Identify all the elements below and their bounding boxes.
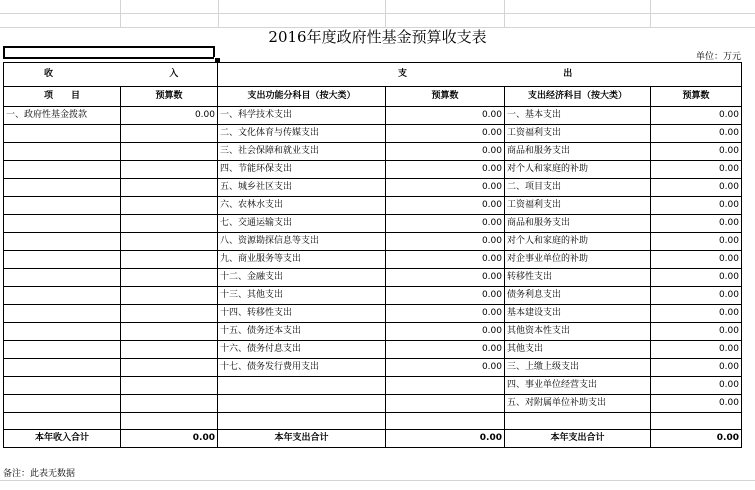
income-item-cell[interactable] xyxy=(4,377,121,395)
grid-row xyxy=(0,14,755,28)
econ-total-value[interactable]: 0.00 xyxy=(651,430,742,448)
expense-header-label-2: 出 xyxy=(563,69,573,79)
econ-total-label[interactable]: 本年支出合计 xyxy=(505,430,651,448)
func-value-cell[interactable] xyxy=(386,377,505,395)
econ-value-cell[interactable]: 0.00 xyxy=(651,287,742,305)
income-value-cell[interactable] xyxy=(121,359,218,377)
table-row xyxy=(4,395,742,413)
func-item-cell[interactable]: 十二、金融支出 xyxy=(218,269,386,287)
econ-item-cell[interactable]: 三、上缴上级支出 xyxy=(505,359,651,377)
table-row xyxy=(4,377,742,395)
econ-item-cell[interactable]: 对个人和家庭的补助 xyxy=(505,161,651,179)
col-header-budget[interactable]: 预算数 xyxy=(121,87,218,107)
col-header-item[interactable]: 项 目 xyxy=(4,87,121,107)
income-value-cell[interactable] xyxy=(121,395,218,413)
econ-value-cell[interactable]: 0.00 xyxy=(651,161,742,179)
func-item-cell[interactable]: 十六、债务付息支出 xyxy=(218,341,386,359)
footnote: 备注：此表无数据 xyxy=(3,469,76,479)
income-header-label: 收 xyxy=(44,69,54,79)
unit-label: 单位：万元 xyxy=(695,52,741,62)
econ-item-cell[interactable]: 对个人和家庭的补助 xyxy=(505,233,651,251)
table-row xyxy=(4,305,742,323)
income-item-cell[interactable]: 一、政府性基金拨款 xyxy=(4,107,121,125)
income-value-cell[interactable] xyxy=(121,197,218,215)
expense-header-label: 支 xyxy=(398,69,408,79)
econ-value-cell[interactable]: 0.00 xyxy=(651,125,742,143)
func-value-cell[interactable]: 0.00 xyxy=(386,233,505,251)
income-item-cell[interactable] xyxy=(4,215,121,233)
income-value-cell[interactable] xyxy=(121,305,218,323)
income-item-cell[interactable] xyxy=(4,179,121,197)
func-item-cell[interactable]: 一、科学技术支出 xyxy=(218,107,386,125)
econ-value-cell[interactable]: 0.00 xyxy=(651,215,742,233)
econ-value-cell[interactable]: 0.00 xyxy=(651,359,742,377)
econ-value-cell[interactable]: 0.00 xyxy=(651,143,742,161)
func-value-cell[interactable]: 0.00 xyxy=(386,287,505,305)
income-value-cell[interactable] xyxy=(121,215,218,233)
income-item-cell[interactable] xyxy=(4,233,121,251)
sheet-top-rows xyxy=(0,0,755,27)
func-value-cell[interactable] xyxy=(386,395,505,413)
table-row xyxy=(4,269,742,287)
income-item-cell[interactable] xyxy=(4,305,121,323)
func-value-cell[interactable]: 0.00 xyxy=(386,323,505,341)
col-header-budget-2[interactable]: 预算数 xyxy=(386,87,505,107)
econ-value-cell[interactable]: 0.00 xyxy=(651,323,742,341)
table-row xyxy=(4,323,742,341)
econ-item-cell[interactable]: 其他资本性支出 xyxy=(505,323,651,341)
income-item-cell[interactable] xyxy=(4,323,121,341)
income-item-cell[interactable] xyxy=(4,269,121,287)
income-item-cell[interactable] xyxy=(4,287,121,305)
income-header[interactable] xyxy=(4,63,218,87)
econ-value-cell[interactable]: 0.00 xyxy=(651,377,742,395)
income-value-cell[interactable] xyxy=(121,179,218,197)
econ-value-cell[interactable]: 0.00 xyxy=(651,395,742,413)
income-total-label[interactable]: 本年收入合计 xyxy=(4,430,121,448)
econ-item-cell[interactable]: 五、对附属单位补助支出 xyxy=(505,395,651,413)
func-item-cell[interactable]: 十五、债务还本支出 xyxy=(218,323,386,341)
table-row xyxy=(4,413,742,430)
func-item-cell[interactable] xyxy=(218,413,386,430)
budget-table xyxy=(3,62,742,448)
econ-value-cell[interactable]: 0.00 xyxy=(651,233,742,251)
income-value-cell[interactable] xyxy=(121,287,218,305)
income-item-cell[interactable] xyxy=(4,143,121,161)
econ-value-cell[interactable]: 0.00 xyxy=(651,197,742,215)
func-total-label[interactable]: 本年支出合计 xyxy=(218,430,386,448)
income-item-cell[interactable] xyxy=(4,413,121,430)
table-row xyxy=(4,251,742,269)
table-row xyxy=(4,197,742,215)
income-value-cell[interactable] xyxy=(121,377,218,395)
grid-row xyxy=(0,0,755,14)
econ-item-cell[interactable]: 工资福利支出 xyxy=(505,125,651,143)
func-item-cell[interactable]: 四、节能环保支出 xyxy=(218,161,386,179)
func-item-cell[interactable]: 六、农林水支出 xyxy=(218,197,386,215)
income-value-cell[interactable] xyxy=(121,323,218,341)
func-value-cell[interactable]: 0.00 xyxy=(386,125,505,143)
econ-item-cell[interactable]: 四、事业单位经营支出 xyxy=(505,377,651,395)
func-value-cell[interactable]: 0.00 xyxy=(386,161,505,179)
func-item-cell[interactable] xyxy=(218,377,386,395)
func-item-cell[interactable]: 九、商业服务等支出 xyxy=(218,251,386,269)
econ-item-cell[interactable]: 对企事业单位的补助 xyxy=(505,251,651,269)
totals-row xyxy=(4,430,742,448)
func-value-cell[interactable]: 0.00 xyxy=(386,107,505,125)
table-body xyxy=(4,107,742,430)
col-header-func[interactable]: 支出功能分科目（按大类） xyxy=(218,87,386,107)
income-item-cell[interactable] xyxy=(4,359,121,377)
func-item-cell[interactable]: 三、社会保障和就业支出 xyxy=(218,143,386,161)
econ-value-cell[interactable]: 0.00 xyxy=(651,269,742,287)
col-header-budget-3[interactable]: 预算数 xyxy=(651,87,742,107)
table-row xyxy=(4,359,742,377)
func-item-cell[interactable]: 二、文化体育与传媒支出 xyxy=(218,125,386,143)
income-header-label-2: 入 xyxy=(169,69,179,79)
econ-item-cell[interactable]: 债务利息支出 xyxy=(505,287,651,305)
econ-item-cell[interactable]: 其他支出 xyxy=(505,341,651,359)
income-item-cell[interactable] xyxy=(4,125,121,143)
income-item-cell[interactable] xyxy=(4,341,121,359)
header-row-1 xyxy=(4,63,742,87)
table-row xyxy=(4,287,742,305)
income-total-value[interactable]: 0.00 xyxy=(121,430,218,448)
func-value-cell[interactable]: 0.00 xyxy=(386,341,505,359)
func-item-cell[interactable]: 十三、其他支出 xyxy=(218,287,386,305)
income-item-cell[interactable] xyxy=(4,197,121,215)
func-value-cell[interactable]: 0.00 xyxy=(386,269,505,287)
income-value-cell[interactable]: 0.00 xyxy=(121,107,218,125)
income-value-cell[interactable] xyxy=(121,233,218,251)
income-value-cell[interactable] xyxy=(121,161,218,179)
table-row xyxy=(4,233,742,251)
sheet-title: 2016年度政府性基金预算收支表 xyxy=(268,28,487,46)
income-value-cell[interactable] xyxy=(121,341,218,359)
econ-value-cell[interactable]: 0.00 xyxy=(651,341,742,359)
econ-item-cell[interactable] xyxy=(505,413,651,430)
table-row xyxy=(4,179,742,197)
func-value-cell[interactable]: 0.00 xyxy=(386,251,505,269)
header-row-2 xyxy=(4,87,742,107)
table-row xyxy=(4,341,742,359)
income-item-cell[interactable] xyxy=(4,251,121,269)
econ-value-cell[interactable]: 0.00 xyxy=(651,179,742,197)
econ-item-cell[interactable]: 一、基本支出 xyxy=(505,107,651,125)
econ-value-cell[interactable]: 0.00 xyxy=(651,107,742,125)
income-item-cell[interactable] xyxy=(4,395,121,413)
econ-value-cell[interactable]: 0.00 xyxy=(651,305,742,323)
func-item-cell[interactable]: 五、城乡社区支出 xyxy=(218,179,386,197)
func-value-cell[interactable]: 0.00 xyxy=(386,359,505,377)
econ-value-cell[interactable]: 0.00 xyxy=(651,251,742,269)
econ-item-cell[interactable]: 转移性支出 xyxy=(505,269,651,287)
income-value-cell[interactable] xyxy=(121,251,218,269)
func-value-cell[interactable] xyxy=(386,413,505,430)
func-value-cell[interactable]: 0.00 xyxy=(386,143,505,161)
income-item-cell[interactable] xyxy=(4,161,121,179)
selected-cell[interactable] xyxy=(3,46,215,59)
func-item-cell[interactable] xyxy=(218,395,386,413)
income-value-cell[interactable] xyxy=(121,269,218,287)
table-row xyxy=(4,215,742,233)
econ-item-cell[interactable]: 二、项目支出 xyxy=(505,179,651,197)
func-value-cell[interactable]: 0.00 xyxy=(386,197,505,215)
table-row xyxy=(4,161,742,179)
econ-item-cell[interactable]: 商品和服务支出 xyxy=(505,215,651,233)
expense-header[interactable] xyxy=(218,63,742,87)
func-value-cell[interactable]: 0.00 xyxy=(386,215,505,233)
table-row xyxy=(4,125,742,143)
func-item-cell[interactable]: 十四、转移性支出 xyxy=(218,305,386,323)
func-value-cell[interactable]: 0.00 xyxy=(386,179,505,197)
table-row xyxy=(4,107,742,125)
func-item-cell[interactable]: 十七、债务发行费用支出 xyxy=(218,359,386,377)
func-total-value[interactable]: 0.00 xyxy=(386,430,505,448)
col-header-econ[interactable]: 支出经济科目（按大类） xyxy=(505,87,651,107)
income-value-cell[interactable] xyxy=(121,143,218,161)
econ-item-cell[interactable]: 商品和服务支出 xyxy=(505,143,651,161)
econ-item-cell[interactable]: 基本建设支出 xyxy=(505,305,651,323)
income-value-cell[interactable] xyxy=(121,413,218,430)
func-value-cell[interactable]: 0.00 xyxy=(386,305,505,323)
income-value-cell[interactable] xyxy=(121,125,218,143)
table-row xyxy=(4,143,742,161)
func-item-cell[interactable]: 七、交通运输支出 xyxy=(218,215,386,233)
econ-item-cell[interactable]: 工资福利支出 xyxy=(505,197,651,215)
func-item-cell[interactable]: 八、资源勘探信息等支出 xyxy=(218,233,386,251)
econ-value-cell[interactable] xyxy=(651,413,742,430)
